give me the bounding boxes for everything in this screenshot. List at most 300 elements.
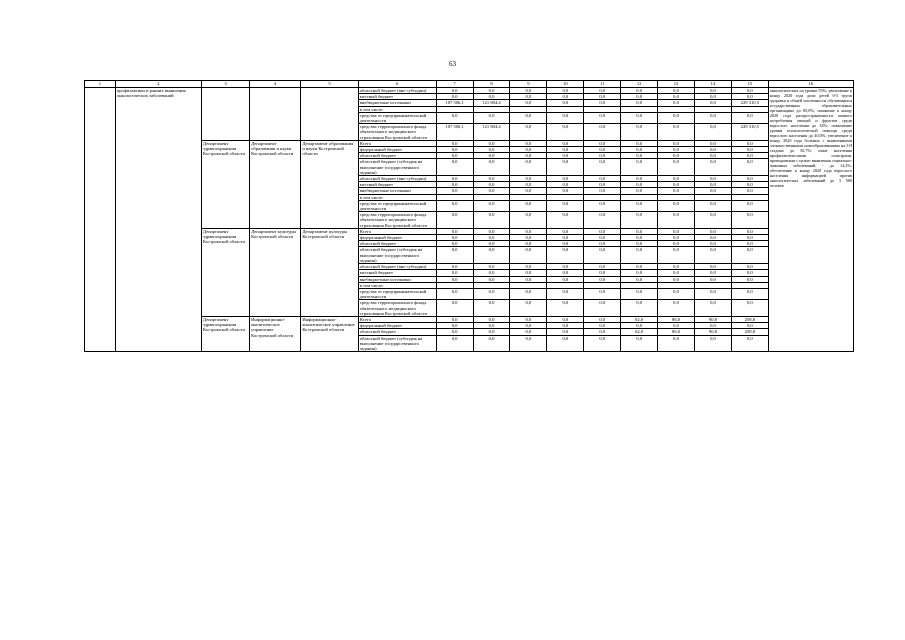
value-cell: 0,0	[436, 335, 473, 352]
value-cell: 0,0	[621, 176, 658, 182]
value-cell: 0,0	[584, 112, 621, 123]
value-cell: 0,0	[658, 235, 695, 241]
value-cell: 0,0	[731, 235, 768, 241]
value-cell: 0,0	[584, 300, 621, 317]
value-cell: 0,0	[547, 329, 584, 335]
source-label: средства территориального фонда обязательного медицинского страхования Костромской области	[358, 124, 436, 141]
value-cell: 0,0	[695, 124, 732, 141]
value-cell: 0,0	[473, 159, 510, 176]
value-cell: 0,0	[658, 247, 695, 264]
value-cell: 0,0	[473, 323, 510, 329]
value-cell: 0,0	[473, 329, 510, 335]
value-cell: 0,0	[473, 200, 510, 211]
value-cell: 0,0	[584, 235, 621, 241]
value-cell: 86,0	[658, 329, 695, 335]
value-cell: 0,0	[695, 212, 732, 229]
value-cell: 0,0	[436, 212, 473, 229]
value-cell: 0,0	[731, 300, 768, 317]
value-cell: 229 310,5	[731, 124, 768, 141]
value-cell: 0,0	[658, 176, 695, 182]
value-cell: 0,0	[658, 270, 695, 276]
source-label: Всего	[358, 316, 436, 322]
value-cell: 0,0	[510, 329, 547, 335]
participant-cell: Департамент образования и науки Костромской области	[301, 140, 358, 228]
value-cell: 0,0	[658, 264, 695, 270]
value-cell: 0,0	[584, 329, 621, 335]
source-label: областной бюджет (вне субсидии)	[358, 264, 436, 270]
source-label: Всего	[358, 228, 436, 234]
value-cell: 0,0	[547, 235, 584, 241]
indicators-cell: онкологических по уровне 55%; увеличение к концу 2020 года доли детей 0-5 групп здоровья в общей численности обучающихся государственных образовательных организациях до 85,0%; снижение к концу 2020 года распространенности низкого потребления овощей и фруктов среди взрослого населения до 34%; повышение уровня психологической помощи среди взрослого населения до 40,0%; увеличение к концу 2020 года больных с выявленными злокачественными новообразованиями на I-II стадиях до 56,7%; охват населения профилактическими осмотрами, проводимыми с целью выявления социально-значимых заболеваний, - до 14,2%; обеспечение к концу 2020 года взрослого населения информацией против онкологических заболеваний до 3 580 человек	[768, 88, 853, 352]
value-cell: 0,0	[658, 153, 695, 159]
value-cell: 0,0	[621, 112, 658, 123]
value-cell: 0,0	[473, 241, 510, 247]
value-cell: 0,0	[695, 235, 732, 241]
value-cell: 0,0	[621, 212, 658, 229]
value-cell: 0,0	[436, 140, 473, 146]
value-cell: 0,0	[584, 124, 621, 141]
value-cell: 0,0	[584, 100, 621, 106]
value-cell: 0,0	[510, 140, 547, 146]
value-cell: 0,0	[695, 140, 732, 146]
column-number-12: 12	[621, 81, 658, 88]
column-number-7: 7	[436, 81, 473, 88]
value-cell: 0,0	[695, 94, 732, 100]
value-cell: 0,0	[584, 288, 621, 299]
value-cell: 0,0	[510, 153, 547, 159]
value-cell: 0,0	[731, 212, 768, 229]
value-cell: 0,0	[695, 182, 732, 188]
value-cell: 0,0	[473, 153, 510, 159]
source-label: средства от предпринимательской деятельности	[358, 112, 436, 123]
value-cell: 0,0	[547, 112, 584, 123]
column-number-8: 8	[473, 81, 510, 88]
budget-table	[84, 80, 854, 352]
value-cell: 0,0	[547, 153, 584, 159]
value-cell: 0,0	[547, 88, 584, 94]
value-cell: 0,0	[473, 316, 510, 322]
executor-cell	[201, 88, 249, 141]
value-cell: 0,0	[621, 335, 658, 352]
source-label: областной бюджет (субсидия на выполнение государственного задания)	[358, 335, 436, 352]
value-cell: 0,0	[658, 124, 695, 141]
source-label: в том числе:	[358, 194, 436, 200]
value-cell: 0,0	[584, 147, 621, 153]
value-cell: 0,0	[510, 176, 547, 182]
value-cell: 0,0	[510, 276, 547, 282]
value-cell: 0,0	[621, 140, 658, 146]
value-cell: 0,0	[695, 241, 732, 247]
value-cell: 258,8	[731, 329, 768, 335]
value-cell: 0,0	[436, 300, 473, 317]
value-cell: 0,0	[436, 188, 473, 194]
value-cell: 0,0	[547, 200, 584, 211]
value-cell: 0,0	[731, 200, 768, 211]
value-cell: 0,0	[731, 264, 768, 270]
executor-cell: Департамент здравоохранения Костромской области	[201, 228, 249, 316]
value-cell: 0,0	[436, 329, 473, 335]
value-cell: 0,0	[695, 176, 732, 182]
value-cell: 0,0	[621, 159, 658, 176]
source-label: в том числе:	[358, 106, 436, 112]
value-cell: 0,0	[658, 88, 695, 94]
column-number-2: 2	[115, 81, 201, 88]
value-cell: 0,0	[510, 228, 547, 234]
column-number-16: 16	[768, 81, 853, 88]
value-cell: 0,0	[695, 247, 732, 264]
value-cell: 0,0	[547, 335, 584, 352]
value-cell: 0,0	[731, 88, 768, 94]
value-cell: 121 804,4	[473, 100, 510, 106]
value-cell: 0,0	[695, 153, 732, 159]
value-cell: 0,0	[436, 112, 473, 123]
value-cell: 0,0	[658, 100, 695, 106]
value-cell: 0,0	[695, 159, 732, 176]
column-number-11: 11	[584, 81, 621, 88]
value-cell: 0,0	[658, 94, 695, 100]
value-cell: 0,0	[473, 94, 510, 100]
value-cell: 0,0	[731, 112, 768, 123]
value-cell: 0,0	[621, 276, 658, 282]
value-cell: 0,0	[621, 200, 658, 211]
value-cell: 0,0	[658, 241, 695, 247]
value-cell: 0,0	[621, 247, 658, 264]
value-cell: 0,0	[584, 323, 621, 329]
value-cell: 0,0	[584, 140, 621, 146]
value-cell: 0,0	[547, 147, 584, 153]
value-cell: 0,0	[473, 235, 510, 241]
value-cell: 0,0	[436, 200, 473, 211]
value-cell: 107 506,1	[436, 100, 473, 106]
column-number-14: 14	[695, 81, 732, 88]
value-cell: 0,0	[731, 182, 768, 188]
value-cell: 0,0	[731, 247, 768, 264]
value-cell: 0,0	[510, 188, 547, 194]
value-cell: 0,0	[547, 276, 584, 282]
value-cell: 0,0	[510, 94, 547, 100]
value-cell: 0,0	[695, 288, 732, 299]
value-cell: 0,0	[621, 188, 658, 194]
value-cell: 0,0	[547, 100, 584, 106]
value-cell: 0,0	[658, 140, 695, 146]
source-label: Всего	[358, 140, 436, 146]
source-label: внебюджетные источники	[358, 100, 436, 106]
value-cell: 0,0	[584, 176, 621, 182]
value-cell: 0,0	[658, 288, 695, 299]
source-label: местный бюджет	[358, 94, 436, 100]
value-cell: 0,0	[584, 212, 621, 229]
value-cell: 0,0	[621, 147, 658, 153]
value-cell: 0,0	[473, 276, 510, 282]
value-cell: 0,0	[584, 270, 621, 276]
value-cell: 0,0	[621, 323, 658, 329]
value-cell: 0,0	[731, 188, 768, 194]
value-cell: 0,0	[731, 270, 768, 276]
value-cell: 0,0	[695, 188, 732, 194]
column-number-3: 3	[201, 81, 249, 88]
column-number-9: 9	[510, 81, 547, 88]
value-cell: 0,0	[731, 228, 768, 234]
value-cell: 0,0	[436, 288, 473, 299]
value-cell: 0,0	[731, 159, 768, 176]
column-number-1: 1	[85, 81, 116, 88]
source-label: местный бюджет	[358, 270, 436, 276]
value-cell: 0,0	[473, 247, 510, 264]
participant-cell: Информационно-аналитическое управление Костромской области	[301, 316, 358, 351]
value-cell: 0,0	[658, 147, 695, 153]
value-cell: 0,0	[436, 264, 473, 270]
source-label: федеральный бюджет	[358, 235, 436, 241]
value-cell: 0,0	[731, 276, 768, 282]
value-cell: 0,0	[584, 264, 621, 270]
value-cell: 0,0	[547, 228, 584, 234]
value-cell: 0,0	[510, 288, 547, 299]
value-cell: 258,8	[731, 316, 768, 322]
value-cell: 0,0	[621, 241, 658, 247]
value-cell: 0,0	[436, 241, 473, 247]
value-cell: 0,0	[584, 200, 621, 211]
value-cell: 229 310,5	[731, 100, 768, 106]
value-cell: 0,0	[510, 270, 547, 276]
value-cell: 0,0	[473, 264, 510, 270]
value-cell: 0,0	[621, 124, 658, 141]
value-cell: 0,0	[584, 159, 621, 176]
value-cell: 0,0	[436, 276, 473, 282]
value-cell: 0,0	[621, 264, 658, 270]
value-cell: 0,0	[584, 188, 621, 194]
source-label: средства от предпринимательской деятельности	[358, 288, 436, 299]
value-cell: 0,0	[473, 182, 510, 188]
value-cell: 0,0	[695, 147, 732, 153]
value-cell: 0,0	[510, 100, 547, 106]
value-cell: 0,0	[658, 212, 695, 229]
source-label: местный бюджет	[358, 182, 436, 188]
value-cell: 0,0	[510, 323, 547, 329]
value-cell: 0,0	[510, 200, 547, 211]
source-label: в том числе:	[358, 282, 436, 288]
value-cell: 0,0	[621, 235, 658, 241]
value-cell: 0,0	[658, 200, 695, 211]
value-cell: 0,0	[547, 212, 584, 229]
value-cell: 0,0	[658, 228, 695, 234]
value-cell: 0,0	[547, 316, 584, 322]
source-label: областной бюджет (вне субсидии)	[358, 176, 436, 182]
value-cell: 0,0	[621, 228, 658, 234]
value-cell: 0,0	[547, 176, 584, 182]
value-cell: 0,0	[695, 323, 732, 329]
coexecutor-cell: Информационно-аналитическое управление Костромской области	[250, 316, 301, 351]
value-cell: 0,0	[584, 228, 621, 234]
value-cell: 0,0	[510, 300, 547, 317]
value-cell: 0,0	[695, 264, 732, 270]
value-cell: 0,0	[695, 88, 732, 94]
value-cell: 0,0	[547, 288, 584, 299]
value-cell: 90,8	[695, 329, 732, 335]
value-cell: 0,0	[510, 212, 547, 229]
value-cell: 0,0	[436, 182, 473, 188]
value-cell: 0,0	[510, 88, 547, 94]
value-cell: 0,0	[547, 124, 584, 141]
source-label: областной бюджет (субсидия на выполнение государственного задания)	[358, 247, 436, 264]
source-label: областной бюджет	[358, 329, 436, 335]
value-cell: 0,0	[731, 323, 768, 329]
source-label: областной бюджет (субсидия на выполнение государственного задания)	[358, 159, 436, 176]
value-cell: 0,0	[510, 241, 547, 247]
value-cell: 0,0	[547, 264, 584, 270]
value-cell: 0,0	[473, 288, 510, 299]
value-cell: 0,0	[473, 88, 510, 94]
value-cell: 0,0	[547, 159, 584, 176]
page-number: 63	[449, 60, 456, 68]
value-cell: 0,0	[436, 176, 473, 182]
value-cell: 0,0	[436, 316, 473, 322]
value-cell: 0,0	[473, 176, 510, 182]
value-cell: 0,0	[584, 241, 621, 247]
value-cell: 0,0	[510, 159, 547, 176]
source-label: областной бюджет	[358, 153, 436, 159]
value-cell: 0,0	[547, 182, 584, 188]
value-cell: 0,0	[436, 228, 473, 234]
value-cell: 0,0	[621, 182, 658, 188]
value-cell: 0,0	[473, 147, 510, 153]
value-cell: 0,0	[436, 159, 473, 176]
column-number-5: 5	[301, 81, 358, 88]
value-cell: 0,0	[731, 147, 768, 153]
value-cell: 0,0	[695, 228, 732, 234]
col1-cell	[85, 88, 116, 352]
value-cell: 0,0	[547, 247, 584, 264]
participant-cell: Департамент культуры Костромской области	[301, 228, 358, 316]
source-label: федеральный бюджет	[358, 323, 436, 329]
value-cell: 0,0	[658, 182, 695, 188]
value-cell: 0,0	[621, 153, 658, 159]
source-label: федеральный бюджет	[358, 147, 436, 153]
column-number-4: 4	[250, 81, 301, 88]
value-cell: 0,0	[731, 241, 768, 247]
value-cell: 0,0	[510, 182, 547, 188]
value-cell: 0,0	[584, 247, 621, 264]
value-cell: 0,0	[584, 88, 621, 94]
value-cell: 0,0	[436, 247, 473, 264]
value-cell: 0,0	[436, 270, 473, 276]
value-cell: 0,0	[547, 323, 584, 329]
value-cell: 0,0	[436, 94, 473, 100]
value-cell: 0,0	[547, 300, 584, 317]
column-number-13: 13	[658, 81, 695, 88]
value-cell: 0,0	[621, 88, 658, 94]
value-cell: 0,0	[510, 112, 547, 123]
value-cell: 0,0	[584, 94, 621, 100]
value-cell: 0,0	[473, 212, 510, 229]
column-number-6: 6	[358, 81, 436, 88]
source-label: областной бюджет (вне субсидии)	[358, 88, 436, 94]
column-number-10: 10	[547, 81, 584, 88]
value-cell: 0,0	[473, 140, 510, 146]
executor-cell: Департамент здравоохранения Костромской области	[201, 316, 249, 351]
source-label: внебюджетные источники	[358, 188, 436, 194]
value-cell: 0,0	[621, 288, 658, 299]
value-cell: 86,0	[658, 316, 695, 322]
value-cell: 0,0	[584, 182, 621, 188]
value-cell: 0,0	[547, 241, 584, 247]
value-cell: 0,0	[731, 94, 768, 100]
coexecutor-cell	[250, 88, 301, 141]
value-cell: 0,0	[695, 200, 732, 211]
value-cell: 0,0	[731, 335, 768, 352]
value-cell: 0,0	[621, 100, 658, 106]
value-cell: 0,0	[436, 235, 473, 241]
value-cell: 0,0	[436, 147, 473, 153]
value-cell: 0,0	[731, 176, 768, 182]
value-cell: 0,0	[621, 94, 658, 100]
value-cell: 0,0	[658, 335, 695, 352]
value-cell: 0,0	[731, 153, 768, 159]
value-cell: 0,0	[510, 124, 547, 141]
executor-cell: Департамент здравоохранения Костромской области	[201, 140, 249, 228]
coexecutor-cell: Департамент культуры Костромской области	[250, 228, 301, 316]
value-cell: 107 506,1	[436, 124, 473, 141]
value-cell: 0,0	[473, 112, 510, 123]
value-cell: 0,0	[436, 323, 473, 329]
value-cell: 0,0	[473, 335, 510, 352]
value-cell: 0,0	[547, 140, 584, 146]
value-cell: 0,0	[695, 335, 732, 352]
value-cell: 0,0	[695, 270, 732, 276]
source-label: областной бюджет	[358, 241, 436, 247]
value-cell: 0,0	[584, 276, 621, 282]
value-cell: 90,8	[695, 316, 732, 322]
coexecutor-cell: Департамент образования и науки Костромской области	[250, 140, 301, 228]
value-cell: 0,0	[547, 94, 584, 100]
column-number-15: 15	[731, 81, 768, 88]
value-cell: 0,0	[547, 188, 584, 194]
value-cell: 0,0	[436, 153, 473, 159]
value-cell: 0,0	[658, 188, 695, 194]
value-cell: 0,0	[695, 276, 732, 282]
value-cell: 0,0	[658, 300, 695, 317]
value-cell: 0,0	[473, 300, 510, 317]
value-cell: 0,0	[695, 112, 732, 123]
value-cell: 0,0	[510, 147, 547, 153]
value-cell: 0,0	[510, 247, 547, 264]
value-cell: 121 804,4	[473, 124, 510, 141]
source-label: средства территориального фонда обязательного медицинского страхования Костромской области	[358, 300, 436, 317]
source-label: внебюджетные источники	[358, 276, 436, 282]
value-cell: 0,0	[510, 264, 547, 270]
source-label: средства от предпринимательской деятельности	[358, 200, 436, 211]
value-cell: 0,0	[473, 188, 510, 194]
value-cell: 0,0	[584, 335, 621, 352]
value-cell: 0,0	[473, 228, 510, 234]
value-cell: 0,0	[621, 300, 658, 317]
value-cell: 0,0	[473, 270, 510, 276]
value-cell: 0,0	[658, 112, 695, 123]
participant-cell	[301, 88, 358, 141]
value-cell: 0,0	[510, 316, 547, 322]
value-cell: 0,0	[658, 323, 695, 329]
value-cell: 0,0	[584, 316, 621, 322]
value-cell: 62,0	[621, 316, 658, 322]
value-cell: 0,0	[510, 235, 547, 241]
value-cell: 0,0	[731, 140, 768, 146]
value-cell: 0,0	[658, 276, 695, 282]
value-cell: 0,0	[621, 270, 658, 276]
value-cell: 0,0	[658, 159, 695, 176]
value-cell: 0,0	[436, 88, 473, 94]
value-cell: 0,0	[695, 100, 732, 106]
value-cell: 0,0	[731, 288, 768, 299]
measure-name-cell: профилактики и ранних выявления онкологических заболеваний	[115, 88, 201, 352]
